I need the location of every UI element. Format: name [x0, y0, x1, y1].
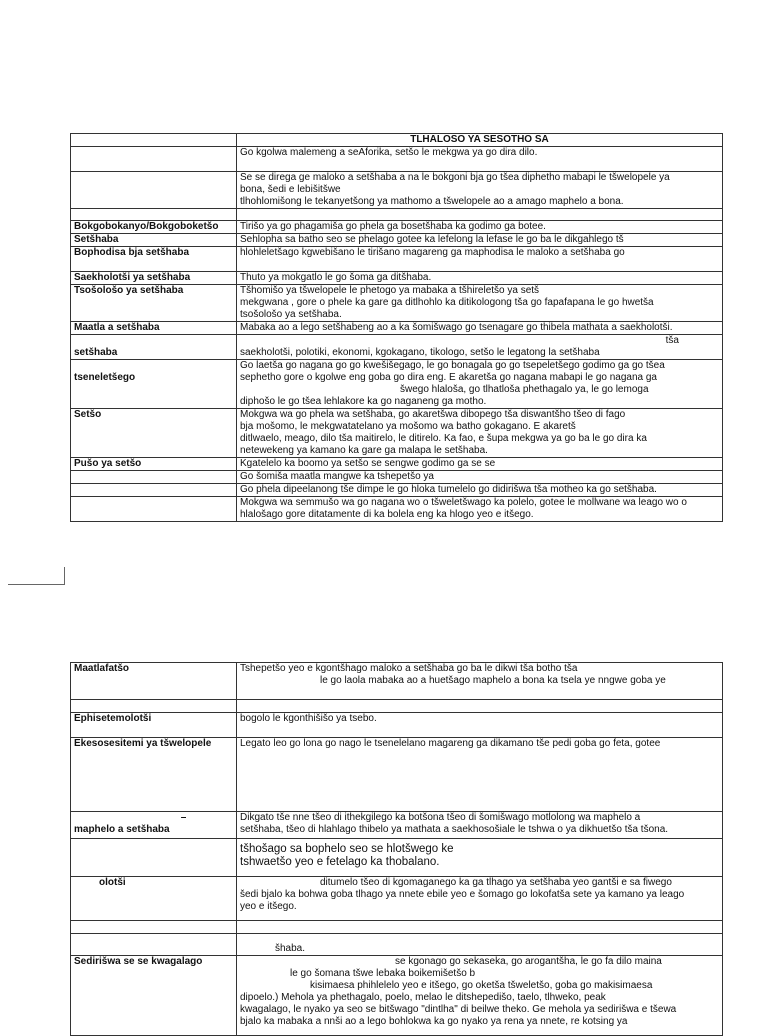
term-cell [71, 172, 237, 209]
definition-cell: bogolo le kgonthišišo ya tsebo. [237, 713, 723, 738]
term-cell [71, 839, 237, 877]
term-cell [71, 484, 237, 497]
margin-mark-vertical [64, 567, 65, 585]
definition-cell: Tshepetšo yeo e kgontšhago maloko a setšhaba go ba le dikwi tša botho tša le go laola mabaka ao a huetšago maphelo a bona ka tsela ye nngwe goba ye [237, 663, 723, 700]
margin-mark-horizontal [8, 584, 65, 585]
term-cell: tseneletšego [71, 360, 237, 409]
table-row [71, 663, 723, 700]
term-cell: Sedirišwa se se kwagalago [71, 956, 237, 1036]
term-cell: Maatlafatšo [71, 663, 237, 700]
table-row [71, 921, 723, 934]
definition-cell: Go phela dipeelanong tše dimpe le go hloka tumelelo go didirišwa tša motheo ka go setšhaba. [237, 484, 723, 497]
definition-cell: Go kgolwa malemeng a seAforika, setšo le mekgwa ya go dira dilo. [237, 147, 723, 172]
definition-cell: Dikgato tše nne tšeo di ithekgilego ka botšona tšeo di šomišwago motlolong wa maphelo a setšhaba, tšeo di hlahlago thibelo ya mathata a saekhosošiale le tshwa o ya dikhuetšo tša tšona. [237, 812, 723, 839]
glossary-table-2 [70, 662, 723, 1036]
table-header-row [71, 134, 723, 147]
table-row [71, 247, 723, 272]
definition-cell: hlohleletšago kgwebišano le tirišano magareng ga maphodisa le maloko a setšhaba go [237, 247, 723, 272]
table-row [71, 221, 723, 234]
table-row [71, 172, 723, 209]
term-cell [71, 921, 237, 934]
table-row [71, 471, 723, 484]
term-cell: Setšhaba [71, 234, 237, 247]
definition-cell: Mokgwa wa go phela wa setšhaba, go akaretšwa dibopego tša diswantšho tšeo di fago bja mošomo, le mekgwatatelano ya mošomo wa batho gokagano. E akaretš ditlwaelo, meago, dilo tša maitirelo, le ditirelo. Ka fao, e šupa mekgwa ya go ba le go dira ka netewekeng ya kamano ka gare ga malapa le setšhaba. [237, 409, 723, 458]
table-row [71, 497, 723, 522]
term-cell: olotši [71, 877, 237, 921]
term-cell [71, 134, 237, 147]
table-row [71, 209, 723, 221]
table-row [71, 738, 723, 812]
table-row [71, 877, 723, 921]
definition-cell: Se se direga ge maloko a setšhaba a na le bokgoni bja go tšea diphetho mabapi le tšwelopele ya bona, šedi e lebišitšwe tlhohlomišong le tekanyetšong ya mathomo a tšwelopele ao a amago maphelo a bona. [237, 172, 723, 209]
table-row [71, 285, 723, 322]
table-row [71, 234, 723, 247]
definition-cell [237, 700, 723, 713]
definition-cell: Tšhomišo ya tšwelopele le phetogo ya mabaka a tšhireletšo ya setš mekgwana , gore o phele ka gare ga ditlhohlo ka ditikologong tša go fapafapana le go hwetša tsošološo ya setšhaba. [237, 285, 723, 322]
definition-cell: Mabaka ao a lego setšhabeng ao a ka šomišwago go tsenagare go thibela mathata a saekholotši. [237, 322, 723, 335]
table-row [71, 360, 723, 409]
table-row [71, 484, 723, 497]
table-row [71, 272, 723, 285]
term-cell [71, 700, 237, 713]
definition-cell: Kgatelelo ka boomo ya setšo se sengwe godimo ga se se [237, 458, 723, 471]
table-row [71, 458, 723, 471]
definition-cell: Go šomiša maatla mangwe ka tshepetšo ya [237, 471, 723, 484]
term-cell [71, 209, 237, 221]
table-row [71, 839, 723, 877]
table-row [71, 322, 723, 335]
definition-cell [237, 921, 723, 934]
definition-cell: tša saekholotši, polotiki, ekonomi, kgokagano, tikologo, setšo le legatong la setšhaba [237, 335, 723, 360]
definition-cell: šhaba. [237, 934, 723, 956]
term-cell: Bophodisa bja setšhaba [71, 247, 237, 272]
definition-cell: ditumelo tšeo di kgomaganego ka ga tlhago ya setšhaba yeo gantši e sa fiwego šedi bjalo ka bohwa goba tlhago ya nnete ebile yeo e šomago go lokofatša sete ya kamano ya leago yeo e itšego. [237, 877, 723, 921]
term-cell: Pušo ya setšo [71, 458, 237, 471]
glossary-table-1 [70, 133, 723, 522]
table-row [71, 812, 723, 839]
definition-cell: se kgonago go sekaseka, go arogantšha, le go fa dilo maina le go šomana tšwe lebaka boikemišetšo b kisimaesa phihlelelo yeo e itšego, go oketša tšweletšo, goba go makisimaesa dipoelo.) Mehola ya phethagalo, poelo, melao le ditshepedišo, taelo, tlhweko, peak kwagalago, le nyako ya seo se bitšwago "dintlha" di beilwe theko. Ge mehola ya sedirišwa e tšewa bjalo ka mabaka a nnši ao a lego bohlokwa ka go nyako ya rena ya nnete, re kotsing ya [237, 956, 723, 1036]
table-row [71, 713, 723, 738]
term-cell: Maatla a setšhaba [71, 322, 237, 335]
term-cell: Setšo [71, 409, 237, 458]
definition-cell: Go laetša go nagana go go kwešišegago, le go bonagala go go tsepeletšego godimo ga go tšea sephetho gore o kgolwe eng goba go dira eng. E akaretša go nagana mabapi le go nagana ga šwego hlaloša, go tlhatloša phethagalo ya, le go lemoga diphošo le go tšea lehlakore ka go naganeng ga motho. [237, 360, 723, 409]
term-cell [71, 497, 237, 522]
definition-cell [237, 209, 723, 221]
term-cell [71, 471, 237, 484]
table-row [71, 409, 723, 458]
table-row [71, 700, 723, 713]
term-cell [71, 934, 237, 956]
definition-cell: Thuto ya mokgatlo le go šoma ga ditšhaba. [237, 272, 723, 285]
definition-cell: Sehlopha sa batho seo se phelago gotee ka lefelong la lefase le go ba le dikgahlego tš [237, 234, 723, 247]
table-row [71, 147, 723, 172]
table-title: TLHALOSO YA SESOTHO SA [237, 134, 723, 147]
term-cell: Ekesosesitemi ya tšwelopele [71, 738, 237, 812]
term-cell: Bokgobokanyo/Bokgoboketšo [71, 221, 237, 234]
term-cell: – maphelo a setšhaba [71, 812, 237, 839]
table-row [71, 934, 723, 956]
term-cell: Ephisetemolotši [71, 713, 237, 738]
definition-cell: Mokgwa wa semmušo wa go nagana wo o tšweletšwago ka polelo, gotee le mollwane wa leago wo o hlalošago gore ditatamente di ka bolela eng ka hlogo yeo e itšego. [237, 497, 723, 522]
term-cell [71, 147, 237, 172]
term-cell: setšhaba [71, 335, 237, 360]
table-row [71, 335, 723, 360]
definition-cell: tšhošago sa bophelo seo se hlotšwego ke tshwaetšo yeo e fetelago ka thobalano. [237, 839, 723, 877]
term-cell: Saekholotši ya setšhaba [71, 272, 237, 285]
definition-cell: Tirišo ya go phagamiša go phela ga bosetšhaba ka godimo ga botee. [237, 221, 723, 234]
term-cell: Tsošološo ya setšhaba [71, 285, 237, 322]
definition-cell: Legato leo go lona go nago le tsenelelano magareng ga dikamano tše pedi goba go feta, gotee [237, 738, 723, 812]
